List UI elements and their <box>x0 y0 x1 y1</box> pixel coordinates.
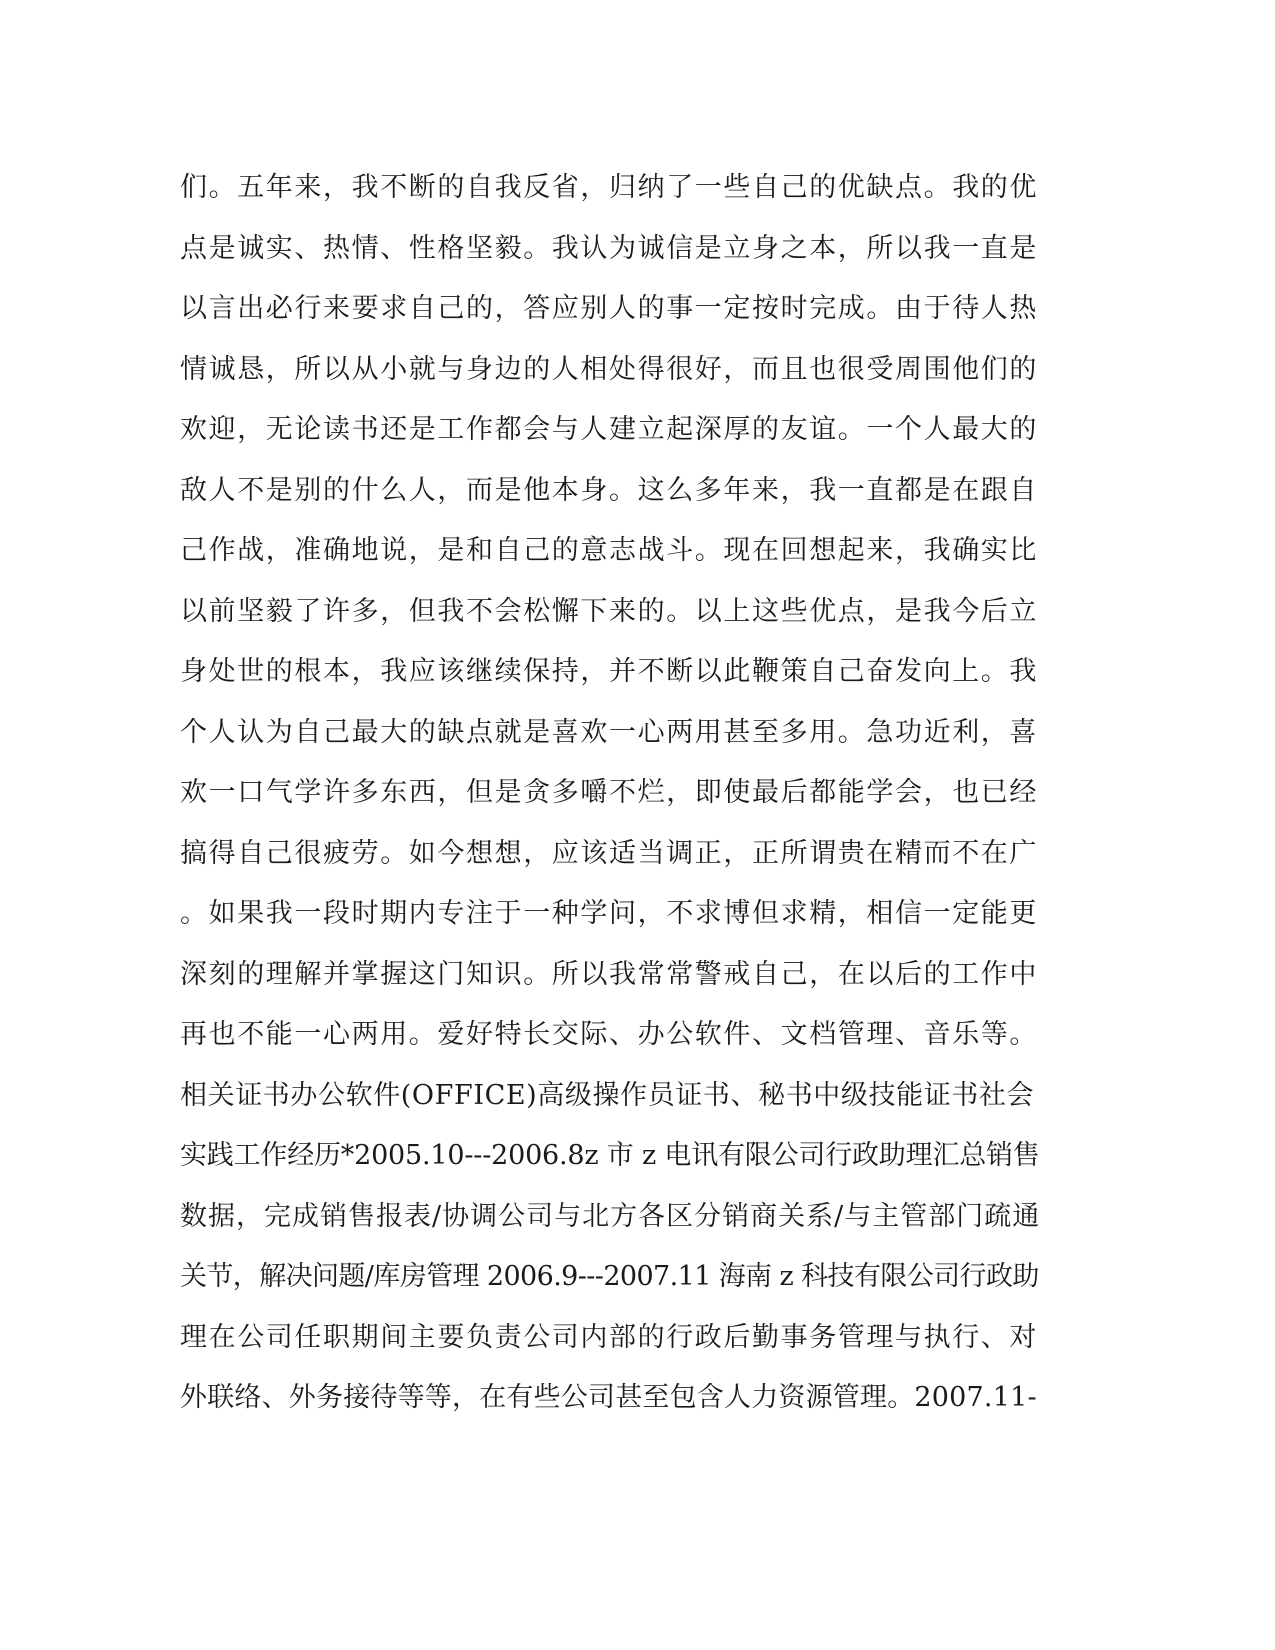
text-line: 。如果我一段时期内专注于一种学问，不求博但求精，相信一定能更 <box>180 898 1038 929</box>
text-line: 深刻的理解并掌握这门知识。所以我常常警戒自己，在以后的工作中 <box>180 958 1038 990</box>
text-line: 以前坚毅了许多，但我不会松懈下来的。以上这些优点，是我今后立 <box>180 595 1038 627</box>
text-line: 相关证书办公软件(OFFICE)高级操作员证书、秘书中级技能证书社会 <box>180 1079 1035 1111</box>
text-line: 个人认为自己最大的缺点就是喜欢一心两用甚至多用。急功近利，喜 <box>180 716 1038 748</box>
text-line: 点是诚实、热情、性格坚毅。我认为诚信是立身之本，所以我一直是 <box>180 232 1038 264</box>
text-line: 以言出必行来要求自己的，答应别人的事一定按时完成。由于待人热 <box>180 293 1038 324</box>
text-line: 情诚恳，所以从小就与身边的人相处得很好，而且也很受周围他们的 <box>180 353 1038 385</box>
text-line: 关节，解决问题/库房管理 2006.9---2007.11 海南 z 科技有限公司行政助 <box>180 1261 1039 1292</box>
text-line: 理在公司任职期间主要负责公司内部的行政后勤事务管理与执行、对 <box>180 1321 1038 1353</box>
text-line: 搞得自己很疲劳。如今想想，应该适当调正，正所谓贵在精而不在广 <box>180 837 1038 869</box>
body-text <box>180 158 1040 1429</box>
text-line: 己作战，准确地说，是和自己的意志战斗。现在回想起来，我确实比 <box>180 535 1038 566</box>
text-line: 实践工作经历*2005.10---2006.8z 市 z 电讯有限公司行政助理汇总销售 <box>180 1140 1040 1171</box>
text-line: 们。五年来，我不断的自我反省，归纳了一些自己的优缺点。我的优 <box>180 172 1038 203</box>
text-line: 欢一口气学许多东西，但是贪多嚼不烂，即使最后都能学会，也已经 <box>180 777 1038 808</box>
text-line: 外联络、外务接待等等，在有些公司甚至包含人力资源管理。2007.11- <box>180 1382 1037 1413</box>
text-line: 身处世的根本，我应该继续保持，并不断以此鞭策自己奋发向上。我 <box>180 656 1038 687</box>
text-line: 数据，完成销售报表/协调公司与北方各区分销商关系/与主管部门疏通 <box>180 1200 1041 1232</box>
text-line: 欢迎，无论读书还是工作都会与人建立起深厚的友谊。一个人最大的 <box>180 414 1038 445</box>
text-line: 再也不能一心两用。爱好特长交际、办公软件、文档管理、音乐等。 <box>180 1019 1038 1050</box>
text-line: 敌人不是别的什么人，而是他本身。这么多年来，我一直都是在跟自 <box>180 474 1038 506</box>
